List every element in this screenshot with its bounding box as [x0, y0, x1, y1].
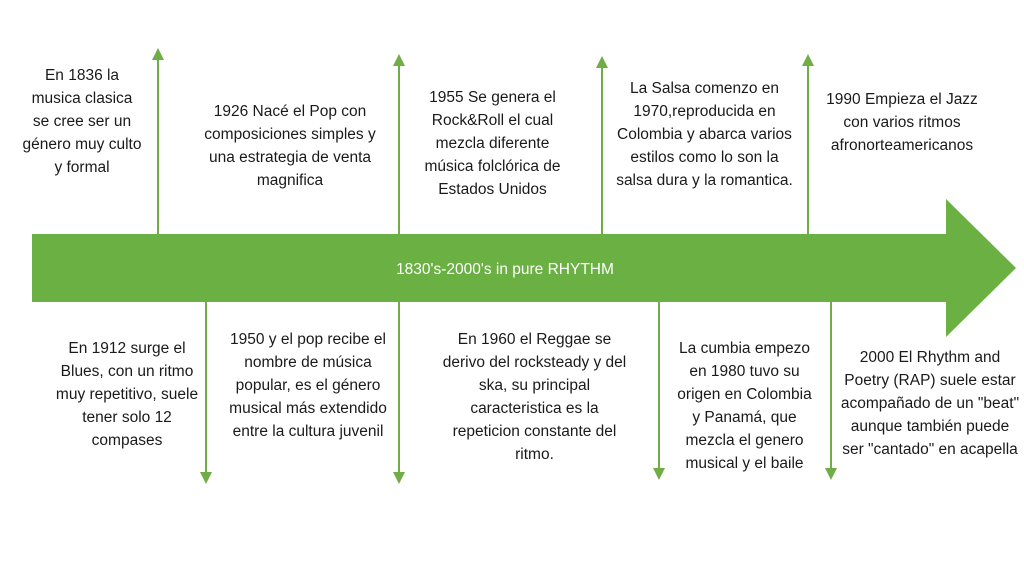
- event-1980-text: La cumbia empezo en 1980 tuvo su origen en Colombia y Panamá, que mezcla el genero musical y el baile: [677, 340, 812, 472]
- arrowhead-up-1926: [393, 54, 405, 66]
- arrowhead-up-1990: [802, 54, 814, 66]
- arrowhead-down-1980: [653, 468, 665, 480]
- arrowhead-up-1955: [596, 56, 608, 68]
- timeline-title: 1830's-2000's in pure RHYTHM: [396, 261, 614, 278]
- arrowhead-up-1836: [152, 48, 164, 60]
- event-1990-text: 1990 Empieza el Jazz con varios ritmos afronorteamericanos: [826, 91, 978, 154]
- event-1912-text: En 1912 surge el Blues, con un ritmo muy repetitivo, suele tener solo 12 compases: [55, 340, 199, 449]
- arrowhead-down-1912: [200, 472, 212, 484]
- event-1955-text: 1955 Se genera el Rock&Roll el cual mezcla diferente música folclórica de Estados Unidos: [424, 89, 561, 198]
- event-1926-text: 1926 Nacé el Pop con composiciones simples y una estrategia de venta magnifica: [204, 103, 376, 189]
- event-1960-text: En 1960 el Reggae se derivo del rocksteady y del ska, su principal caracteristica es la repeticion constante del ritmo.: [442, 331, 627, 463]
- event-1836-text: En 1836 la musica clasica se cree ser un género muy culto y formal: [22, 67, 142, 176]
- arrowhead-down-2000: [825, 468, 837, 480]
- arrowhead-down-1950: [393, 472, 405, 484]
- event-1970-text: La Salsa comenzo en 1970,reproducida en Colombia y abarca varios estilos como lo son la salsa dura y la romantica.: [616, 80, 793, 189]
- event-1950-text: 1950 y el pop recibe el nombre de música popular, es el género musical más extendido entre la cultura juvenil: [229, 331, 387, 440]
- event-2000-text: 2000 El Rhythm and Poetry (RAP) suele estar acompañado de un "beat" aunque también puede ser "cantado" en acapella: [840, 349, 1020, 458]
